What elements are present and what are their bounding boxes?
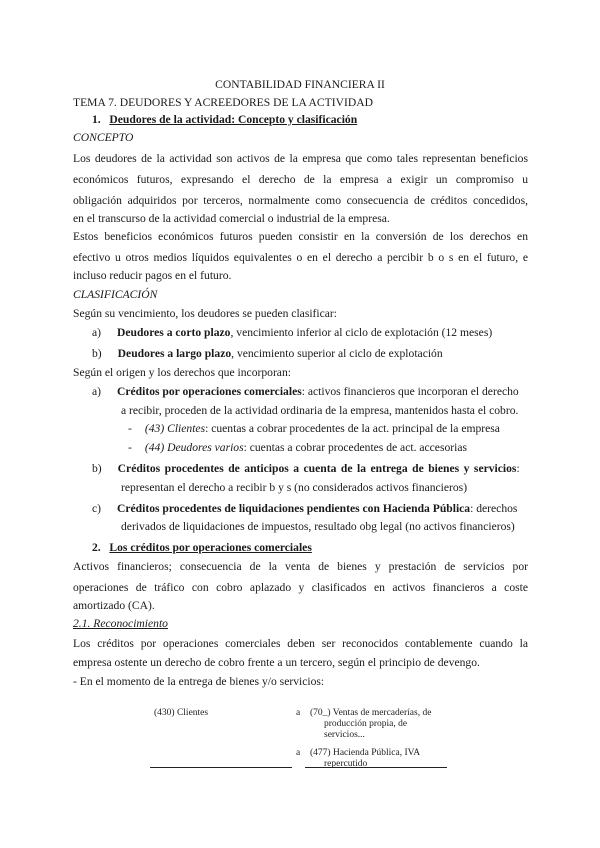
account-deudores-varios-desc: : cuentas a cobrar procedentes de act. accesorias xyxy=(243,441,468,454)
concepto-p2-line: efectivo u otros medios líquidos equivalentes o en el derecho a percibir b o s en el futuro, e xyxy=(73,251,528,264)
account-clientes: (43) Clientes xyxy=(144,422,206,435)
journal-credit-account: servicios... xyxy=(324,730,365,740)
vencimiento-term: Deudores a largo plazo xyxy=(117,347,232,360)
section-1-title: Deudores de la actividad: Concepto y clasificación xyxy=(109,113,358,126)
s2-paragraph-line: Activos financieros; consecuencia de la venta de bienes y prestación de servicios por xyxy=(73,560,528,573)
list-marker: b) xyxy=(92,347,102,360)
dash-marker: - xyxy=(128,441,132,454)
dash-marker: - xyxy=(128,422,132,435)
vencimiento-desc: , vencimiento inferior al ciclo de explotación (12 meses) xyxy=(230,326,493,339)
sub-item-clientes xyxy=(128,422,500,436)
tema-title: TEMA 7. DEUDORES Y ACREEDORES DE LA ACTIVIDAD xyxy=(73,96,373,109)
section-1-heading xyxy=(92,113,357,127)
origen-a-line2: a recibir, proceden de la actividad ordinaria de la empresa, mantenidos hasta el cobro. xyxy=(121,404,519,417)
concepto-p1-line: económicos futuros, expresando el derecho de la empresa a exigir un compromiso u xyxy=(73,173,528,186)
section-2-heading xyxy=(92,541,312,555)
journal-rule-right xyxy=(305,767,447,768)
vencimiento-intro: Según su vencimiento, los deudores se pueden clasificar: xyxy=(73,307,338,320)
list-marker: a) xyxy=(92,326,102,339)
s21-paragraph-line: empresa ostente un derecho de cobro frente a un tercero, según el principio de devengo. xyxy=(73,656,480,669)
journal-a-marker: a xyxy=(296,708,301,718)
concepto-p1-line: en el transcurso de la actividad comercial o industrial de la empresa. xyxy=(73,212,390,225)
concepto-p1-line: obligación adquiridos por terceros, normalmente como consecuencia de créditos concedidos, xyxy=(73,194,528,207)
account-deudores-varios: (44) Deudores varios xyxy=(144,441,244,454)
origen-b-desc: : xyxy=(516,462,520,475)
account-clientes-desc: : cuentas a cobrar procedentes de la act. principal de la empresa xyxy=(205,422,500,435)
origen-b-term: Créditos procedentes de anticipos a cuenta de la entrega de bienes y servicios xyxy=(117,462,517,475)
s21-bullet: - En el momento de la entrega de bienes y/o servicios: xyxy=(73,675,325,688)
vencimiento-term: Deudores a corto plazo xyxy=(117,326,231,339)
origen-c-line2: derivados de liquidaciones de impuestos, resultado obg legal (no activos financieros) xyxy=(121,520,515,533)
concepto-p2-line: Estos beneficios económicos futuros pueden consistir en la conversión de los derechos en xyxy=(73,230,528,243)
origen-c-term: Créditos procedentes de liquidaciones pendientes con Hacienda Pública xyxy=(117,502,471,515)
journal-credit-account: (477) Hacienda Pública, IVA xyxy=(310,748,421,758)
sub-item-deudores-varios xyxy=(128,441,467,455)
journal-debit-account: (430) Clientes xyxy=(154,708,209,718)
origen-a-desc: : activos financieros que incorporan el derecho xyxy=(301,385,519,398)
origen-intro: Según el origen y los derechos que incorporan: xyxy=(73,366,291,379)
subsection-2-1-title: 2.1. Reconocimiento xyxy=(73,617,168,630)
origen-item-a xyxy=(92,385,519,399)
concepto-p1-line: Los deudores de la actividad son activos de la empresa que como tales representan beneficios xyxy=(73,152,528,165)
vencimiento-item xyxy=(92,347,443,361)
origen-c-desc: : derechos xyxy=(470,502,518,515)
section-2-number: 2. xyxy=(92,541,101,554)
s2-paragraph-line: operaciones de tráfico con cobro aplazado y clasificados en activos financieros a coste xyxy=(73,581,528,594)
clasificacion-label: CLASIFICACIÓN xyxy=(73,288,158,301)
section-2-title: Los créditos por operaciones comerciales xyxy=(109,541,312,554)
origen-b-line2: representan el derecho a recibir b y s (no considerados activos financieros) xyxy=(121,481,468,494)
list-marker: c) xyxy=(92,502,102,515)
header-title: CONTABILIDAD FINANCIERA II xyxy=(215,78,385,91)
vencimiento-item xyxy=(92,326,492,340)
s2-paragraph-line: amortizado (CA). xyxy=(73,599,155,612)
journal-credit-account: (70_) Ventas de mercaderías, de xyxy=(310,708,432,718)
journal-credit-account: producción propia, de xyxy=(324,719,408,729)
concepto-label: CONCEPTO xyxy=(73,131,134,144)
journal-a-marker: a xyxy=(296,748,301,758)
list-marker: a) xyxy=(92,385,102,398)
origen-item-b xyxy=(92,462,528,476)
origen-item-c xyxy=(92,502,517,516)
journal-rule-left xyxy=(150,767,292,768)
vencimiento-desc: , vencimiento superior al ciclo de explotación xyxy=(231,347,443,360)
section-1-number: 1. xyxy=(92,113,101,126)
origen-a-term: Créditos por operaciones comerciales xyxy=(117,385,302,398)
s21-paragraph-line: Los créditos por operaciones comerciales deben ser reconocidos contablemente cuando la xyxy=(73,637,528,650)
list-marker: b) xyxy=(92,462,102,475)
journal-credit-account: repercutido xyxy=(324,759,368,769)
concepto-p2-line: incluso reducir pagos en el futuro. xyxy=(73,269,232,282)
